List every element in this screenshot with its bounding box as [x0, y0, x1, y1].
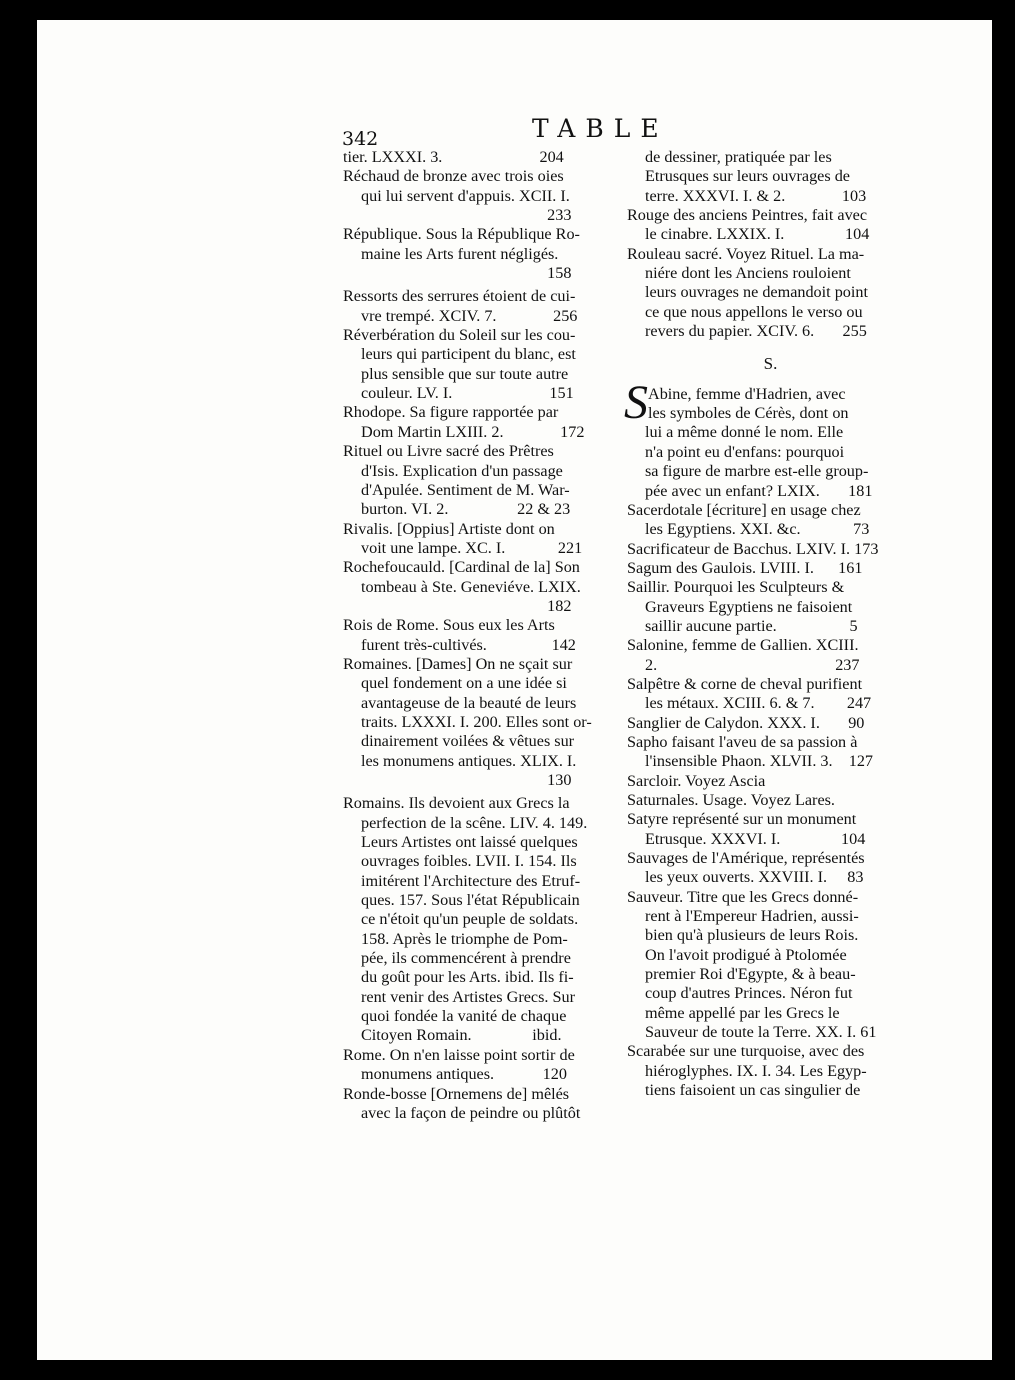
- index-line: Etrusques sur leurs ouvrages de: [645, 167, 850, 186]
- index-line: Sapho faisant l'aveu de sa passion à: [627, 732, 858, 751]
- index-line: rent à l'Empereur Hadrien, aussi-: [645, 907, 859, 926]
- index-line: Graveurs Egyptiens ne faisoient: [645, 597, 853, 616]
- index-line: pée, ils commencérent à prendre: [361, 949, 571, 968]
- index-line: tombeau à Ste. Geneviéve. LXIX.: [361, 577, 581, 596]
- index-line: terre. XXXVI. I. & 2. 103: [645, 186, 867, 205]
- index-line: Saillir. Pourquoi les Sculpteurs &: [627, 578, 845, 597]
- index-line: 233: [361, 206, 572, 225]
- index-line: vre trempé. XCIV. 7. 256: [361, 306, 578, 325]
- section-s-entries: [624, 375, 914, 1101]
- index-line: Leurs Artistes ont laissé quelques: [361, 833, 578, 852]
- index-line: voit une lampe. XC. I. 221: [361, 538, 583, 557]
- index-line: les métaux. XCIII. 6. & 7. 247: [645, 694, 872, 713]
- index-line: de dessiner, pratiquée par les: [645, 148, 832, 166]
- index-line: Ronde-bosse [Ornemens de] mêlés: [343, 1084, 570, 1103]
- index-line: République. Sous la République Ro-: [343, 225, 580, 244]
- index-line: 130: [361, 771, 572, 789]
- index-line: n'a point eu d'enfans: pourquoi: [645, 442, 845, 461]
- index-line: d'Isis. Explication d'un passage: [361, 461, 563, 480]
- index-line: leurs qui participent du blanc, est: [361, 345, 576, 364]
- index-line: Réverbération du Soleil sur les cou-: [343, 326, 576, 345]
- index-line: 158. Après le triomphe de Pom-: [361, 929, 568, 948]
- index-line: 182: [361, 596, 572, 615]
- index-line: imitérent l'Architecture des Etruf-: [361, 871, 581, 890]
- index-line: Rois de Rome. Sous eux les Arts: [343, 616, 555, 635]
- index-line: rent venir des Artistes Grecs. Sur: [361, 987, 575, 1006]
- index-line: ques. 157. Sous l'état Républicain: [361, 891, 580, 910]
- index-line: Salpêtre & corne de cheval purifient: [627, 674, 863, 693]
- index-line: traits. LXXXI. I. 200. Elles sont or-: [361, 712, 592, 731]
- running-title: TABLE: [532, 114, 669, 143]
- index-line: perfection de la scêne. LIV. 4. 149.: [361, 813, 588, 832]
- right-column: [624, 148, 914, 1101]
- index-line: On l'avoit prodigué à Ptolomée: [645, 945, 847, 964]
- index-line: niére dont les Anciens rouloient: [645, 264, 851, 283]
- index-line: Rochefoucauld. [Cardinal de la] Son: [343, 558, 580, 577]
- index-line: Dom Martin LXIII. 2. 172: [361, 422, 585, 441]
- index-line: lui a même donné le nom. Elle: [645, 423, 844, 442]
- page-number: 342: [342, 128, 379, 150]
- index-line: dinairement voilées & vêtues sur: [361, 732, 575, 751]
- index-line: Abine, femme d'Hadrien, avec: [648, 384, 846, 403]
- index-line: Sagum des Gaulois. LVIII. I. 161: [627, 558, 863, 577]
- index-line: furent très-cultivés. 142: [361, 635, 576, 654]
- index-line: 158: [361, 264, 572, 283]
- index-line: Salonine, femme de Gallien. XCIII.: [627, 636, 859, 655]
- index-line: Saturnales. Usage. Voyez Lares.: [627, 791, 835, 809]
- index-line: Rhodope. Sa figure rapportée par: [343, 403, 559, 422]
- index-line: Ressorts des serrures étoient de cui-: [343, 287, 576, 306]
- index-line: du goût pour les Arts. ibid. Ils fi-: [361, 968, 574, 987]
- index-line: ce n'étoit qu'un peuple de soldats.: [361, 910, 579, 929]
- index-line: Rouge des anciens Peintres, fait avec: [627, 206, 868, 225]
- index-line: couleur. LV. I. 151: [361, 384, 574, 403]
- index-line: Etrusque. XXXVI. I. 104: [645, 829, 866, 848]
- index-line: premier Roi d'Egypte, & à beau-: [645, 965, 856, 984]
- index-line: maine les Arts furent négligés.: [361, 244, 559, 263]
- index-line: les monumens antiques. XLIX. I.: [361, 751, 577, 770]
- index-line: tier. LXXXI. 3. 204: [343, 148, 564, 166]
- left-column: [343, 148, 630, 1123]
- index-line: leurs ouvrages ne demandoit point: [645, 283, 868, 302]
- index-line: quoi fondée la vanité de chaque: [361, 1007, 567, 1026]
- index-line: même appellé par les Grecs le: [645, 1003, 840, 1022]
- index-line: Sacrificateur de Bacchus. LXIV. I. 173: [627, 539, 879, 558]
- index-line: qui lui servent d'appuis. XCII. I.: [361, 186, 570, 205]
- index-line: plus sensible que sur toute autre: [361, 364, 569, 383]
- index-line: Sanglier de Calydon. XXX. I. 90: [627, 713, 865, 732]
- index-line: 2. 237: [645, 655, 860, 674]
- index-line: monumens antiques. 120: [361, 1065, 567, 1084]
- index-line: Sarcloir. Voyez Ascia: [627, 771, 766, 790]
- index-line: d'Apulée. Sentiment de M. War-: [361, 480, 570, 499]
- index-line: les yeux ouverts. XXVIII. I. 83: [645, 868, 864, 887]
- index-line: hiéroglyphes. IX. I. 34. Les Egyp-: [645, 1061, 867, 1080]
- index-line: Romains. Ils devoient aux Grecs la: [343, 794, 570, 813]
- index-line: coup d'autres Princes. Néron fut: [645, 984, 853, 1003]
- index-line: quel fondement on a une idée si: [361, 674, 567, 693]
- index-line: Sauveur de toute la Terre. XX. I. 61: [645, 1023, 877, 1042]
- index-line: le cinabre. LXXIX. I. 104: [645, 225, 870, 244]
- index-line: burton. VI. 2. 22 & 23: [361, 500, 571, 519]
- index-line: Romaines. [Dames] On ne sçait sur: [343, 654, 573, 673]
- index-line: Rouleau sacré. Voyez Rituel. La ma-: [627, 244, 865, 263]
- index-line: revers du papier. XCIV. 6. 255: [645, 322, 867, 341]
- index-line: bien qu'à plusieurs de leurs Rois.: [645, 926, 859, 945]
- index-line: Réchaud de bronze avec trois oies: [343, 167, 564, 186]
- index-line: Sauvages de l'Amérique, représentés: [627, 849, 865, 868]
- index-line: Rivalis. [Oppius] Artiste dont on: [343, 519, 555, 538]
- index-line: tiens faisoient un cas singulier de: [645, 1081, 861, 1100]
- index-line: avec la façon de peindre ou plûtôt: [361, 1103, 581, 1122]
- index-line: ce que nous appellons le verso ou: [645, 302, 863, 321]
- index-line: ouvrages foibles. LVII. I. 154. Ils: [361, 852, 577, 871]
- index-line: sa figure de marbre est-elle group-: [645, 462, 869, 481]
- index-line: avantageuse de la beauté de leurs: [361, 693, 577, 712]
- index-line: Citoyen Romain. ibid.: [361, 1026, 562, 1045]
- index-line: les symboles de Cérès, dont on: [648, 404, 849, 423]
- index-line: pée avec un enfant? LXIX. 181: [645, 481, 873, 500]
- drop-cap-letter: S: [624, 375, 648, 429]
- right-column-continuation: [627, 148, 914, 341]
- index-line: Scarabée sur une turquoise, avec des: [627, 1042, 865, 1061]
- section-heading: S.: [763, 354, 778, 374]
- index-line: l'insensible Phaon. XLVII. 3. 127: [645, 752, 874, 771]
- index-line: Rituel ou Livre sacré des Prêtres: [343, 442, 554, 461]
- index-line: les Egyptiens. XXI. &c. 73: [645, 520, 870, 539]
- index-line: saillir aucune partie. 5: [645, 616, 858, 635]
- book-page: [37, 20, 992, 1360]
- index-line: Rome. On n'en laisse point sortir de: [343, 1045, 575, 1064]
- index-line: Sauveur. Titre que les Grecs donné-: [627, 887, 859, 906]
- index-line: Satyre représenté sur un monument: [627, 810, 857, 829]
- index-line: Sacerdotale [écriture] en usage chez: [627, 500, 861, 519]
